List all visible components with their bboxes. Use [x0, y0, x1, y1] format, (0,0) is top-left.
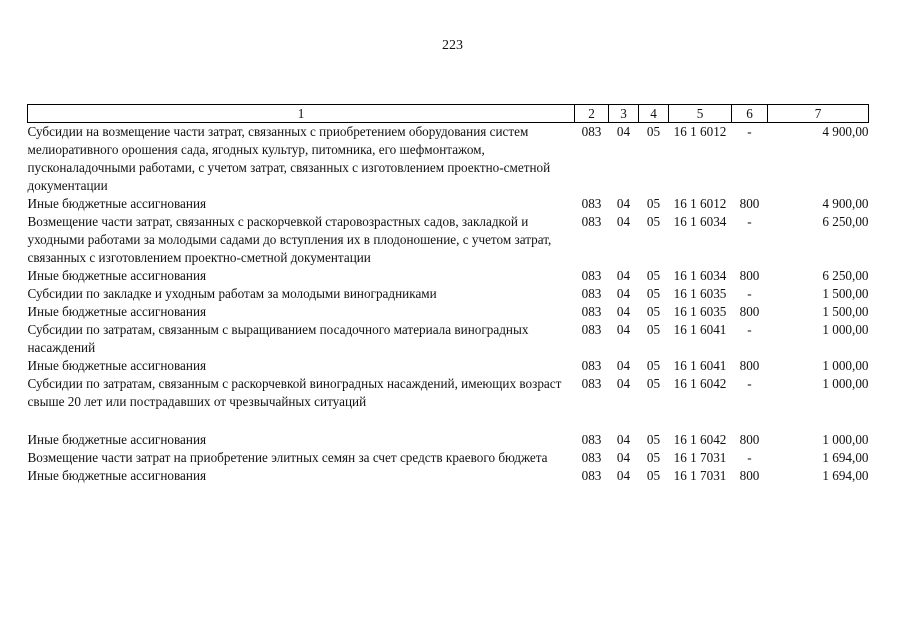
row-section: 04: [616, 124, 631, 139]
row-subsection: 05: [646, 268, 661, 283]
row-subsection: 05: [646, 124, 661, 139]
row-amount: 1 000,00: [822, 376, 869, 391]
table-row: [28, 267, 869, 285]
row-ministry-code: 083: [581, 268, 602, 283]
row-target-article: 16 1 6041: [673, 322, 727, 337]
column-header: 3: [609, 105, 639, 123]
row-expense-type: -: [747, 214, 752, 229]
table-row: [28, 213, 869, 267]
row-ministry-code: 083: [581, 196, 602, 211]
row-ministry-code: 083: [581, 376, 602, 391]
row-subsection: 05: [646, 358, 661, 373]
row-expense-type: -: [747, 450, 752, 465]
row-ministry-code: 083: [581, 304, 602, 319]
row-name: Иные бюджетные ассигнования: [27, 196, 207, 211]
column-header: 4: [639, 105, 669, 123]
row-amount: 1 500,00: [822, 304, 869, 319]
row-subsection: 05: [646, 322, 661, 337]
row-section: 04: [616, 322, 631, 337]
row-section: 04: [616, 268, 631, 283]
table-row: [28, 321, 869, 357]
row-target-article: 16 1 6034: [673, 214, 727, 229]
row-subsection: 05: [646, 432, 661, 447]
table-row: [28, 123, 869, 196]
header-row: [28, 105, 869, 123]
row-expense-type: -: [747, 286, 752, 301]
page-number: 223: [442, 38, 463, 53]
row-ministry-code: 083: [581, 214, 602, 229]
row-amount: 1 694,00: [822, 468, 869, 483]
row-section: 04: [616, 304, 631, 319]
row-name: Субсидии по затратам, связанным с раскорчевкой виноградных насаждений, имеющих возраст свыше 20 лет или пострадавших от чрезвычайных ситуаций: [27, 376, 562, 409]
row-target-article: 16 1 6042: [673, 432, 727, 447]
row-subsection: 05: [646, 304, 661, 319]
table-row: [28, 431, 869, 449]
row-section: 04: [616, 450, 631, 465]
column-header: 7: [768, 105, 869, 123]
table-row: [28, 357, 869, 375]
row-amount: 1 000,00: [822, 322, 869, 337]
row-target-article: 16 1 7031: [673, 468, 727, 483]
column-header: 1: [28, 105, 575, 123]
row-subsection: 05: [646, 468, 661, 483]
row-expense-type: -: [747, 124, 752, 139]
row-name: Субсидии по затратам, связанным с выращиванием посадочного материала виноградных насаждений: [27, 322, 529, 355]
row-name: Иные бюджетные ассигнования: [27, 358, 207, 373]
row-expense-type: 800: [739, 358, 760, 373]
row-section: 04: [616, 358, 631, 373]
row-amount: 6 250,00: [822, 268, 869, 283]
row-expense-type: 800: [739, 468, 760, 483]
row-amount: 1 000,00: [822, 358, 869, 373]
row-ministry-code: 083: [581, 286, 602, 301]
row-target-article: 16 1 6012: [673, 196, 727, 211]
budget-table: [27, 104, 869, 485]
table-row: [28, 195, 869, 213]
row-subsection: 05: [646, 450, 661, 465]
column-header: 6: [732, 105, 768, 123]
row-name: Субсидии на возмещение части затрат, связанных с приобретением оборудования систем мелиоративного орошения сада, ягодных культур, питомника, его шефмонтажом, пусконаладочными работами, с учетом затрат, связанных с изготовлением проектно-сметной документации: [27, 124, 551, 193]
table-row: [28, 285, 869, 303]
column-header: 5: [669, 105, 732, 123]
row-expense-type: -: [747, 376, 752, 391]
row-ministry-code: 083: [581, 124, 602, 139]
row-section: 04: [616, 196, 631, 211]
row-name: Иные бюджетные ассигнования: [27, 268, 207, 283]
row-section: 04: [616, 468, 631, 483]
row-name: Субсидии по закладке и уходным работам за молодыми виноградниками: [27, 286, 437, 301]
row-section: 04: [616, 432, 631, 447]
row-amount: 6 250,00: [822, 214, 869, 229]
row-subsection: 05: [646, 214, 661, 229]
row-ministry-code: 083: [581, 468, 602, 483]
column-header: 2: [575, 105, 609, 123]
row-name: Иные бюджетные ассигнования: [27, 468, 207, 483]
row-target-article: 16 1 6012: [673, 124, 727, 139]
table-row: [28, 449, 869, 467]
row-amount: 1 500,00: [822, 286, 869, 301]
row-target-article: 16 1 7031: [673, 450, 727, 465]
row-name: Иные бюджетные ассигнования: [27, 432, 207, 447]
row-section: 04: [616, 214, 631, 229]
row-ministry-code: 083: [581, 450, 602, 465]
row-expense-type: -: [747, 322, 752, 337]
row-name: Иные бюджетные ассигнования: [27, 304, 207, 319]
row-expense-type: 800: [739, 268, 760, 283]
row-ministry-code: 083: [581, 432, 602, 447]
row-target-article: 16 1 6035: [673, 304, 727, 319]
row-ministry-code: 083: [581, 322, 602, 337]
row-target-article: 16 1 6035: [673, 286, 727, 301]
row-expense-type: 800: [739, 196, 760, 211]
row-name: Возмещение части затрат, связанных с раскорчевкой старовозрастных садов, закладкой и уходными работами за молодыми садами до вступления их в плодоношение, с учетом затрат, связанных с изготовлением проектно-сметной документации: [27, 214, 552, 265]
row-amount: 4 900,00: [822, 124, 869, 139]
row-expense-type: 800: [739, 304, 760, 319]
row-target-article: 16 1 6042: [673, 376, 727, 391]
row-section: 04: [616, 286, 631, 301]
row-amount: 1 694,00: [822, 450, 869, 465]
row-target-article: 16 1 6034: [673, 268, 727, 283]
row-subsection: 05: [646, 196, 661, 211]
row-section: 04: [616, 376, 631, 391]
row-target-article: 16 1 6041: [673, 358, 727, 373]
row-subsection: 05: [646, 286, 661, 301]
table-row: [28, 303, 869, 321]
row-name: Возмещение части затрат на приобретение элитных семян за счет средств краевого бюджета: [27, 450, 548, 465]
row-spacer: [28, 411, 869, 431]
row-expense-type: 800: [739, 432, 760, 447]
table-row: [28, 375, 869, 411]
row-amount: 4 900,00: [822, 196, 869, 211]
row-amount: 1 000,00: [822, 432, 869, 447]
row-ministry-code: 083: [581, 358, 602, 373]
row-subsection: 05: [646, 376, 661, 391]
table-row: [28, 467, 869, 485]
spacer-cell: [28, 411, 869, 431]
